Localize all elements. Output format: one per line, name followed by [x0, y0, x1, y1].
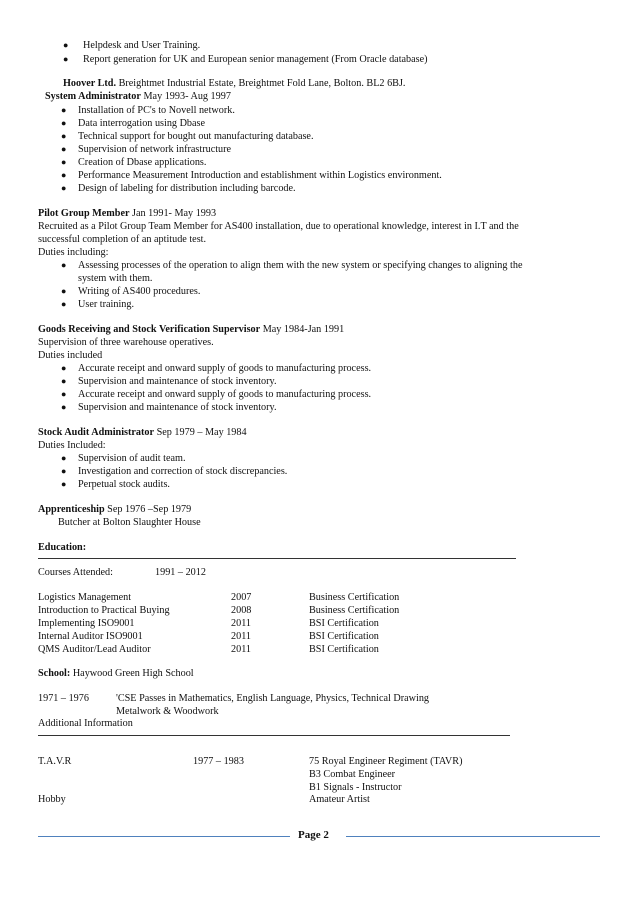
divider — [38, 558, 516, 559]
list-item: Investigation and correction of stock discrepancies. — [78, 466, 288, 477]
pilot-desc: successful completion of an aptitude test. — [38, 234, 207, 245]
tavr-line: 75 Royal Engineer Regiment (TAVR) — [309, 756, 463, 767]
course-year: 2011 — [231, 618, 251, 629]
course-name: Logistics Management — [38, 592, 132, 603]
bullet-dot: ● — [61, 157, 67, 167]
course-name: Internal Auditor ISO9001 — [38, 631, 143, 642]
school-years: 1971 – 1976 — [38, 693, 89, 704]
divider — [38, 735, 510, 736]
company-name: Hoover Ltd. — [63, 78, 117, 89]
pilot-desc: Recruited as a Pilot Group Team Member for AS400 installation, due to operational knowledge, interest in I.T and the — [38, 221, 519, 232]
courses-label: Courses Attended: — [38, 567, 113, 578]
list-item: Creation of Dbase applications. — [78, 157, 207, 168]
hoover-role-line — [45, 90, 231, 103]
footer-rule-right — [346, 836, 600, 837]
list-item: Report generation for UK and European senior management (From Oracle database) — [83, 54, 428, 65]
tavr-years: 1977 – 1983 — [193, 756, 244, 767]
list-item: Supervision of network infrastructure — [78, 144, 232, 155]
bullet-dot: ● — [63, 54, 69, 64]
role-dates: May 1984-Jan 1991 — [262, 324, 345, 335]
bullet-dot: ● — [61, 131, 67, 141]
bullet-dot: ● — [61, 363, 67, 373]
footer-rule-left — [38, 836, 290, 837]
list-item: Accurate receipt and onward supply of goods to manufacturing process. — [78, 363, 372, 374]
course-year: 2007 — [231, 592, 252, 603]
bullet-dot: ● — [61, 389, 67, 399]
role-title: Stock Audit Administrator — [38, 427, 155, 438]
bullet-dot: ● — [61, 170, 67, 180]
bullet-dot: ● — [61, 466, 67, 476]
goods-desc: Supervision of three warehouse operatives. — [38, 337, 214, 348]
list-item: Helpdesk and User Training. — [83, 40, 201, 51]
apprentice-desc: Butcher at Bolton Slaughter House — [58, 517, 201, 528]
role-dates: Sep 1976 –Sep 1979 — [107, 504, 192, 515]
tavr-line: B1 Signals - Instructor — [309, 782, 402, 793]
pilot-role-line — [38, 207, 216, 220]
role-title: Apprenticeship — [38, 504, 105, 515]
list-item: Supervision and maintenance of stock inventory. — [78, 402, 277, 413]
list-item: Perpetual stock audits. — [78, 479, 170, 490]
tavr-label: T.A.V.R — [38, 756, 72, 767]
course-year: 2008 — [231, 605, 252, 616]
course-name: Introduction to Practical Buying — [38, 605, 170, 616]
role-title: Pilot Group Member — [38, 208, 130, 219]
list-item: Writing of AS400 procedures. — [78, 286, 201, 297]
list-item: Design of labeling for distribution including barcode. — [78, 183, 296, 194]
additional-heading: Additional Information — [38, 718, 133, 729]
role-dates: May 1993- Aug 1997 — [143, 91, 231, 102]
role-dates: Jan 1991- May 1993 — [132, 208, 217, 219]
course-name: Implementing ISO9001 — [38, 618, 135, 629]
audit-role-line — [38, 426, 247, 439]
list-item: User training. — [78, 299, 135, 310]
bullet-dot: ● — [61, 299, 67, 309]
list-item: Supervision of audit team. — [78, 453, 186, 464]
course-cert: Business Certification — [309, 605, 400, 616]
list-item: Installation of PC's to Novell network. — [78, 105, 235, 116]
goods-duties-label: Duties included — [38, 350, 103, 361]
bullet-dot: ● — [61, 479, 67, 489]
audit-duties-label: Duties Included: — [38, 440, 106, 451]
company-address: Breightmet Industrial Estate, Breightmet Fold Lane, Bolton. BL2 6BJ. — [118, 78, 406, 89]
apprentice-role-line — [38, 503, 191, 516]
list-item: Supervision and maintenance of stock inventory. — [78, 376, 277, 387]
list-item: Assessing processes of the operation to align them with the new system or specifying changes to aligning the — [78, 260, 523, 271]
bullet-dot: ● — [61, 105, 67, 115]
goods-role-line — [38, 323, 344, 336]
hobby-value: Amateur Artist — [309, 794, 370, 805]
bullet-dot: ● — [61, 402, 67, 412]
bullet-dot: ● — [61, 118, 67, 128]
school-desc: 'CSE Passes in Mathematics, English Language, Physics, Technical Drawing — [116, 693, 430, 704]
course-cert: BSI Certification — [309, 618, 379, 629]
bullet-dot: ● — [61, 453, 67, 463]
list-item-continuation: system with them. — [78, 273, 153, 284]
course-cert: BSI Certification — [309, 644, 379, 655]
education-heading: Education: — [38, 542, 87, 553]
school-desc: Metalwork & Woodwork — [116, 706, 219, 717]
bullet-dot: ● — [61, 183, 67, 193]
hobby-label: Hobby — [38, 794, 66, 805]
pilot-duties-label: Duties including: — [38, 247, 109, 258]
school-name: Haywood Green High School — [72, 668, 194, 679]
course-cert: BSI Certification — [309, 631, 379, 642]
course-year: 2011 — [231, 631, 251, 642]
hoover-header — [63, 77, 405, 90]
role-dates: Sep 1979 – May 1984 — [156, 427, 247, 438]
list-item: Accurate receipt and onward supply of goods to manufacturing process. — [78, 389, 372, 400]
role-title: Goods Receiving and Stock Verification Supervisor — [38, 324, 261, 335]
list-item: Performance Measurement Introduction and establishment within Logistics environment. — [78, 170, 442, 181]
role-title: System Administrator — [45, 91, 141, 102]
tavr-line: B3 Combat Engineer — [309, 769, 396, 780]
bullet-dot: ● — [61, 144, 67, 154]
courses-range: 1991 – 2012 — [155, 567, 206, 578]
bullet-dot: ● — [61, 260, 67, 270]
bullet-dot: ● — [63, 40, 69, 50]
page-number: Page 2 — [298, 829, 329, 841]
list-item: Data interrogation using Dbase — [78, 118, 206, 129]
bullet-dot: ● — [61, 286, 67, 296]
course-year: 2011 — [231, 644, 251, 655]
course-name: QMS Auditor/Lead Auditor — [38, 644, 151, 655]
school-line — [38, 667, 194, 680]
school-label: School: — [38, 668, 71, 679]
course-cert: Business Certification — [309, 592, 400, 603]
list-item: Technical support for bought out manufacturing database. — [78, 131, 314, 142]
bullet-dot: ● — [61, 376, 67, 386]
